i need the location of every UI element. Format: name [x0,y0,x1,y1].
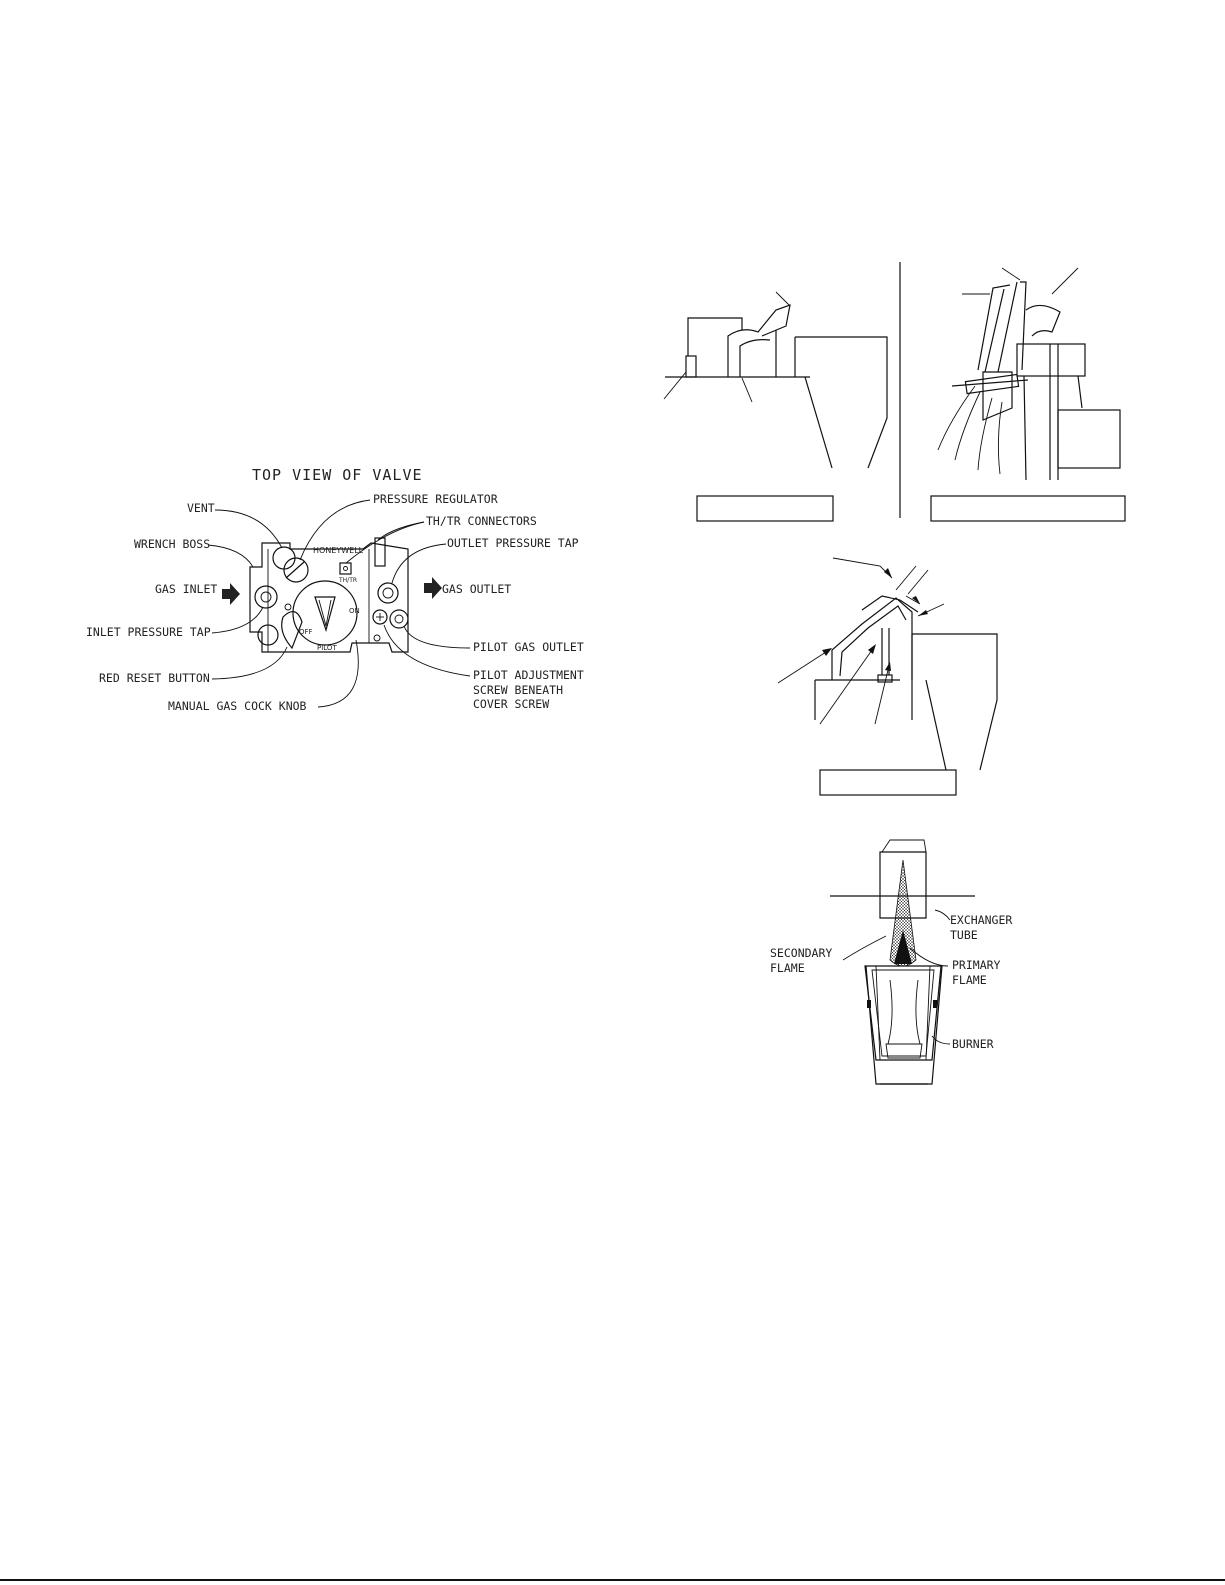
pilot-mark: PILOT [317,644,337,652]
outlet-pressure-tap-leader [392,544,446,583]
vent-leader [215,510,282,548]
secondary-flame-label-1: SECONDARY [770,946,833,960]
pilot-figure-right [931,268,1125,521]
valve-body [250,538,408,652]
gas-inlet-arrow-icon [222,583,240,605]
primary-flame-label-1: PRIMARY [952,958,1001,972]
vent-label: VENT [187,501,215,515]
th-tr-mark: TH/TR [339,577,358,584]
on-mark: ON [349,607,360,615]
pilot-figure-left [664,292,887,521]
valve-diagram [86,466,584,713]
pilot-adjustment-label-line1: PILOT ADJUSTMENT [473,668,584,682]
pilot-adjustment-label-line3: COVER SCREW [473,697,550,711]
secondary-flame-label-2: FLAME [770,961,805,975]
exchanger-tube-label-2: TUBE [950,928,978,942]
pressure-regulator-label: PRESSURE REGULATOR [373,492,498,506]
gas-inlet-label: GAS INLET [155,582,218,596]
pilot-gas-outlet-leader [404,626,470,648]
gas-outlet-label: GAS OUTLET [442,582,512,596]
pilot-figure-middle [778,558,997,795]
caption-box-middle [820,770,956,795]
gas-outlet-arrow-icon [424,577,442,599]
off-mark: OFF [299,628,313,636]
caption-box-left [697,496,833,521]
honeywell-brand: HONEYWELL [313,546,364,555]
exchanger-tube-label-1: EXCHANGER [950,913,1013,927]
pilot-adjustment-label-line2: SCREW BENEATH [473,683,564,697]
primary-flame-label-2: FLAME [952,973,987,987]
valve-diagram-title: TOP VIEW OF VALVE [252,466,423,484]
th-tr-leader-2 [378,522,424,540]
outlet-pressure-tap-label: OUTLET PRESSURE TAP [447,536,579,550]
wrench-boss-label: WRENCH BOSS [134,537,211,551]
pilot-adjustment-leader [384,625,470,676]
burner-label: BURNER [952,1037,994,1051]
manual-gas-cock-knob-label: MANUAL GAS COCK KNOB [168,699,307,713]
caption-box-right [931,496,1125,521]
inlet-pressure-tap-label: INLET PRESSURE TAP [86,625,211,639]
red-reset-button-label: RED RESET BUTTON [99,671,210,685]
wrench-boss-leader [208,545,253,567]
th-tr-connectors-label: TH/TR CONNECTORS [426,514,537,528]
pilot-gas-outlet-label: PILOT GAS OUTLET [473,640,584,654]
flame-diagram [770,840,1012,1084]
inlet-pressure-tap-leader [212,607,263,633]
